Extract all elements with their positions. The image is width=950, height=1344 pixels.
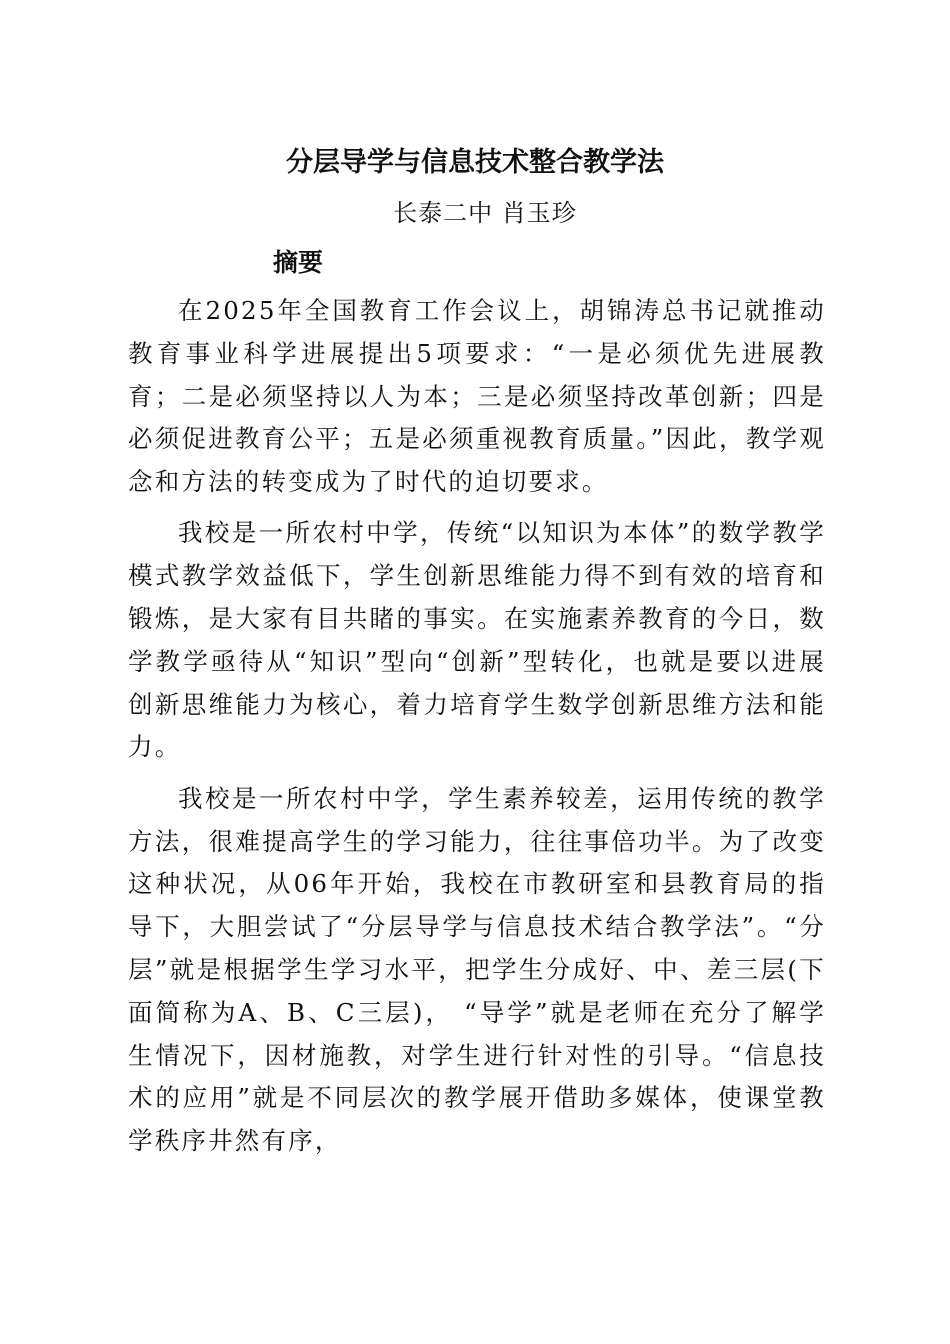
- document-title: 分层导学与信息技术整合教学法: [286, 147, 664, 178]
- paragraph: 在2025年全国教育工作会议上，胡锦涛总书记就推动教育事业科学进展提出5项要求：“一是必须优先进展教育；二是必须坚持以人为本；三是必须坚持改革创新；四是必须促进教育公平；五是必须重视教育质量。”因此，教学观念和方法的转变成为了时代的迫切要求。: [128, 296, 826, 497]
- paragraph: 我校是一所农村中学，学生素养较差，运用传统的教学方法，很难提高学生的学习能力，往往事倍功半。为了改变这种状况，从06年开始，我校在市教研室和县教育局的指导下，大胆尝试了“分层导学与信息技术结合教学法”。“分层”就是根据学生学习水平，把学生分成好、中、差三层(下面简称为A、B、C三层)， “导学”就是老师在充分了解学生情况下，因材施教，对学生进行针对性的引导。“信息技术的应用”就是不同层次的教学展开借助多媒体，使课堂教学秩序井然有序，: [128, 783, 826, 1156]
- document-author: 长泰二中 肖玉珍: [393, 199, 577, 227]
- document-body: [128, 290, 826, 1171]
- paragraph: 我校是一所农村中学，传统“以知识为本体”的数学教学模式教学效益低下，学生创新思维能力得不到有效的培育和锻炼，是大家有目共睹的事实。在实施素养教育的今日，数学教学亟待从“知识”型向“创新”型转化，也就是要以进展创新思维能力为核心，着力培育学生数学创新思维方法和能力。: [128, 518, 826, 762]
- abstract-heading: 摘要: [273, 248, 324, 277]
